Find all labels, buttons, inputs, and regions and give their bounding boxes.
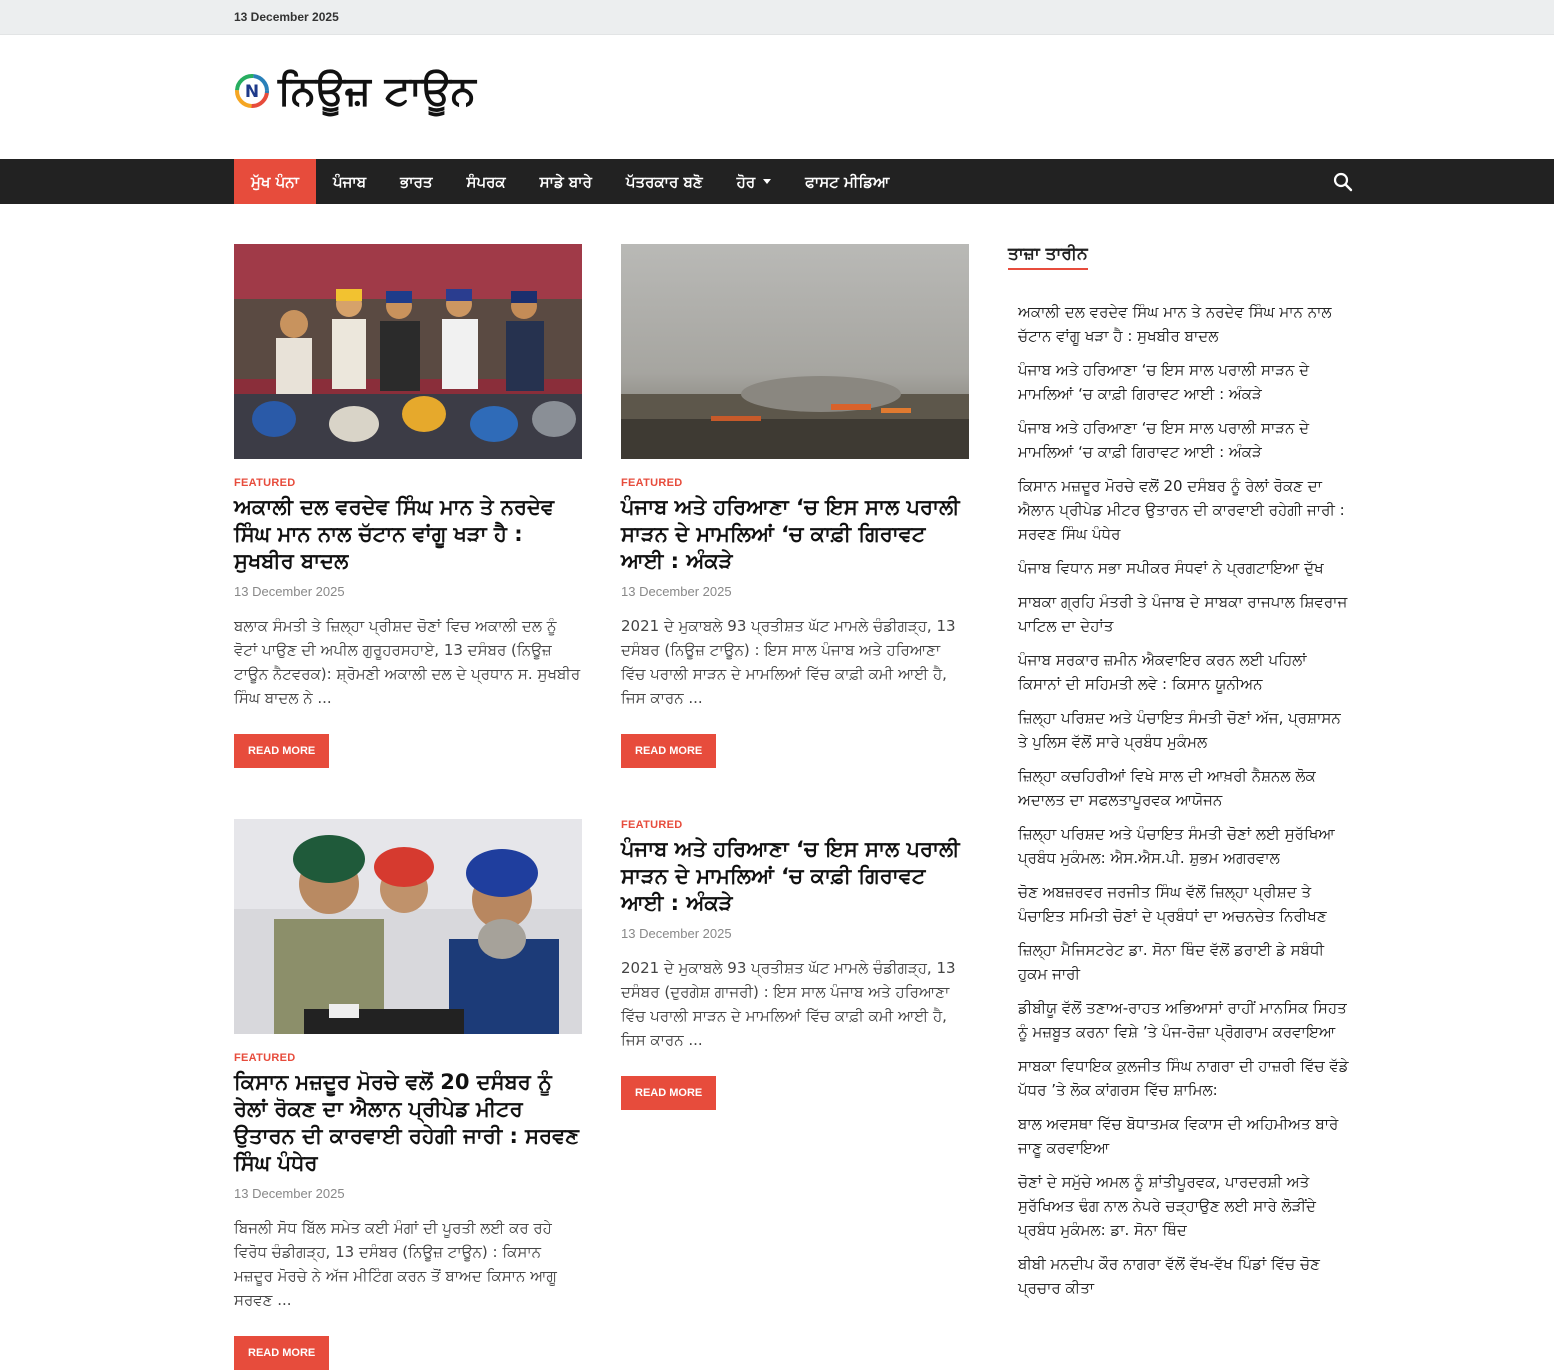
nav-item-4[interactable] (523, 159, 609, 204)
post-card (234, 819, 582, 1370)
list-item[interactable]: ਜ਼ਿਲ੍ਹਾ ਕਚਹਿਰੀਆਂ ਵਿਖੇ ਸਾਲ ਦੀ ਆਖ਼ਰੀ ਨੈਸ਼ਨਲ ਲੋਕ ਅਦਾਲਤ ਦਾ ਸਫਲਤਾਪੂਰਵਕ ਆਯੋਜਨ (1018, 767, 1316, 809)
list-item[interactable]: ਕਿਸਾਨ ਮਜ਼ਦੂਰ ਮੋਰਚੇ ਵਲੋਂ 20 ਦਸੰਬਰ ਨੂੰ ਰੇਲਾਂ ਰੋਕਣ ਦਾ ਐਲਾਨ ਪ੍ਰੀਪੇਡ ਮੀਟਰ ਉਤਾਰਨ ਦੀ ਕਾਰਵਾਈ ਰਹੇਗੀ ਜਾਰੀ : ਸਰਵਣ ਸਿੰਘ ਪੰਧੇਰ (1018, 477, 1345, 543)
logo-icon (234, 73, 270, 109)
post-date: 13 December 2025 (234, 584, 345, 599)
list-item[interactable]: ਚੋਣਾਂ ਦੇ ਸਮੁੱਚੇ ਅਮਲ ਨੂੰ ਸ਼ਾਂਤੀਪੂਰਵਕ, ਪਾਰਦਰਸ਼ੀ ਅਤੇ ਸੁਰੱਖਿਅਤ ਢੰਗ ਨਾਲ ਨੇਪਰੇ ਚੜ੍ਹਾਉਣ ਲਈ ਸਾਰੇ ਲੋੜੀਂਦੇ ਪ੍ਰਬੰਧ ਮੁਕੰਮਲ: ਡਾ. ਸੋਨਾ ਥਿੰਦ (1018, 1173, 1316, 1239)
list-item[interactable]: ਅਕਾਲੀ ਦਲ ਵਰਦੇਵ ਸਿੰਘ ਮਾਨ ਤੇ ਨਰਦੇਵ ਸਿੰਘ ਮਾਨ ਨਾਲ ਚੱਟਾਨ ਵਾਂਗੂ ਖੜਾ ਹੈ : ਸੁਖਬੀਰ ਬਾਦਲ (1018, 303, 1332, 345)
top-date: 13 December 2025 (234, 10, 339, 24)
svg-text:N: N (244, 82, 260, 102)
post-date: 13 December 2025 (234, 1186, 345, 1201)
list-item[interactable]: ਜ਼ਿਲ੍ਹਾ ਮੈਜਿਸਟਰੇਟ ਡਾ. ਸੋਨਾ ਥਿੰਦ ਵੱਲੋਂ ਡਰਾਈ ਡੇ ਸਬੰਧੀ ਹੁਕਮ ਜਾਰੀ (1018, 941, 1324, 983)
list-item[interactable]: ਜ਼ਿਲ੍ਹਾ ਪਰਿਸ਼ਦ ਅਤੇ ਪੰਚਾਇਤ ਸੰਮਤੀ ਚੋਣਾਂ ਲਈ ਸੁਰੱਖਿਆ ਪ੍ਰਬੰਧ ਮੁਕੰਮਲ: ਐਸ.ਐਸ.ਪੀ. ਸ਼ੁਭਮ ਅਗਰਵਾਲ (1018, 825, 1335, 867)
list-item[interactable]: ਪੰਜਾਬ ਵਿਧਾਨ ਸਭਾ ਸਪੀਕਰ ਸੰਧਵਾਂ ਨੇ ਪ੍ਰਗਟਾਇਆ ਦੁੱਖ (1018, 559, 1324, 577)
nav-item-label: ਫਾਸਟ ਮੀਡਿਆ (805, 172, 890, 191)
read-more-button[interactable]: READ MORE (234, 1336, 329, 1370)
nav-item-label: ਹੋਰ (736, 172, 756, 191)
post-thumbnail[interactable] (234, 244, 582, 459)
sidebar-latest (1008, 244, 1353, 1310)
read-more-button[interactable]: READ MORE (621, 734, 716, 768)
main-nav (0, 159, 1554, 204)
post-thumbnail[interactable] (234, 819, 582, 1034)
sidebar-title: ਤਾਜ਼ਾ ਤਾਰੀਨ (1008, 244, 1088, 270)
post-excerpt: 2021 ਦੇ ਮੁਕਾਬਲੇ 93 ਪ੍ਰਤੀਸ਼ਤ ਘੱਟ ਮਾਮਲੇ ਚੰਡੀਗੜ੍ਹ, 13 ਦਸੰਬਰ (ਨਿਊਜ਼ ਟਾਊਨ) : ਇਸ ਸਾਲ ਪੰਜਾਬ ਅਤੇ ਹਰਿਆਣਾ ਵਿੱਚ ਪਰਾਲੀ ਸਾੜਨ ਦੇ ਮਾਮਲਿਆਂ ਵਿੱਚ ਕਾਫ਼ੀ ਕਮੀ ਆਈ ਹੈ, ਜਿਸ ਕਾਰਨ ... (621, 617, 956, 707)
post-card (621, 244, 969, 768)
post-excerpt: 2021 ਦੇ ਮੁਕਾਬਲੇ 93 ਪ੍ਰਤੀਸ਼ਤ ਘੱਟ ਮਾਮਲੇ ਚੰਡੀਗੜ੍ਹ, 13 ਦਸੰਬਰ (ਦੁਰਗੇਸ਼ ਗਾਜਰੀ) : ਇਸ ਸਾਲ ਪੰਜਾਬ ਅਤੇ ਹਰਿਆਣਾ ਵਿੱਚ ਪਰਾਲੀ ਸਾੜਨ ਦੇ ਮਾਮਲਿਆਂ ਵਿੱਚ ਕਾਫ਼ੀ ਕਮੀ ਆਈ ਹੈ, ਜਿਸ ਕਾਰਨ ... (621, 959, 956, 1049)
latest-list (1008, 300, 1353, 1300)
post-date: 13 December 2025 (621, 584, 732, 599)
list-item[interactable]: ਚੋਣ ਅਬਜ਼ਰਵਰ ਜਰਜੀਤ ਸਿੰਘ ਵੱਲੋਂ ਜ਼ਿਲ੍ਹਾ ਪ੍ਰੀਸ਼ਦ ਤੇ ਪੰਚਾਇਤ ਸਮਿਤੀ ਚੋਣਾਂ ਦੇ ਪ੍ਰਬੰਧਾਂ ਦਾ ਅਚਨਚੇਤ ਨਿਰੀਖਣ (1018, 883, 1327, 925)
read-more-button[interactable]: READ MORE (621, 1076, 716, 1110)
nav-item-label: ਪੱਤਰਕਾਰ ਬਣੋ (625, 172, 703, 191)
read-more-button[interactable]: READ MORE (234, 734, 329, 768)
post-excerpt: ਬਲਾਕ ਸੰਮਤੀ ਤੇ ਜ਼ਿਲ੍ਹਾ ਪ੍ਰੀਸ਼ਦ ਚੋਣਾਂ ਵਿਚ ਅਕਾਲੀ ਦਲ ਨੂੰ ਵੋਟਾਂ ਪਾਉਣ ਦੀ ਅਪੀਲ ਗੁਰੂਹਰਸਹਾਏ, 13 ਦਸੰਬਰ (ਨਿਊਜ਼ ਟਾਊਨ ਨੈਟਵਰਕ): ਸ਼੍ਰੋਮਣੀ ਅਕਾਲੀ ਦਲ ਦੇ ਪ੍ਰਧਾਨ ਸ. ਸੁਖਬੀਰ ਸਿੰਘ ਬਾਦਲ ਨੇ ... (234, 617, 581, 707)
post-category[interactable]: FEATURED (621, 477, 683, 489)
nav-item-label: ਸਾਡੇ ਬਾਰੇ (539, 172, 592, 191)
nav-item-0[interactable] (234, 159, 316, 204)
list-item[interactable]: ਬੀਬੀ ਮਨਦੀਪ ਕੌਰ ਨਾਗਰਾ ਵੱਲੋਂ ਵੱਖ-ਵੱਖ ਪਿੰਡਾਂ ਵਿੱਚ ਚੋਣ ਪ੍ਰਚਾਰ ਕੀਤਾ (1018, 1255, 1320, 1297)
nav-item-7[interactable] (788, 159, 906, 204)
search-icon[interactable] (1332, 171, 1354, 193)
post-card (234, 244, 582, 768)
post-card (621, 819, 969, 1110)
list-item[interactable]: ਸਾਬਕਾ ਗ੍ਰਹਿ ਮੰਤਰੀ ਤੇ ਪੰਜਾਬ ਦੇ ਸਾਬਕਾ ਰਾਜਪਾਲ ਸ਼ਿਵਰਾਜ ਪਾਟਿਲ ਦਾ ਦੇਹਾਂਤ (1018, 593, 1348, 635)
list-item[interactable]: ਪੰਜਾਬ ਅਤੇ ਹਰਿਆਣਾ ‘ਚ ਇਸ ਸਾਲ ਪਰਾਲੀ ਸਾੜਨ ਦੇ ਮਾਮਲਿਆਂ ‘ਚ ਕਾਫ਼ੀ ਗਿਰਾਵਟ ਆਈ : ਅੰਕੜੇ (1018, 419, 1310, 461)
list-item[interactable]: ਪੰਜਾਬ ਅਤੇ ਹਰਿਆਣਾ ‘ਚ ਇਸ ਸਾਲ ਪਰਾਲੀ ਸਾੜਨ ਦੇ ਮਾਮਲਿਆਂ ‘ਚ ਕਾਫ਼ੀ ਗਿਰਾਵਟ ਆਈ : ਅੰਕੜੇ (1018, 361, 1310, 403)
nav-item-3[interactable] (449, 159, 522, 204)
nav-item-5[interactable] (609, 159, 720, 204)
list-item[interactable]: ਡੀਬੀਯੂ ਵੱਲੋਂ ਤਣਾਅ-ਰਾਹਤ ਅਭਿਆਸਾਂ ਰਾਹੀਂ ਮਾਨਸਿਕ ਸਿਹਤ ਨੂੰ ਮਜ਼ਬੂਤ ਕਰਨਾ ਵਿਸ਼ੇ ’ਤੇ ਪੰਜ-ਰੋਜ਼ਾ ਪ੍ਰੋਗਰਾਮ ਕਰਵਾਇਆ (1018, 999, 1347, 1041)
post-title[interactable]: ਪੰਜਾਬ ਅਤੇ ਹਰਿਆਣਾ ‘ਚ ਇਸ ਸਾਲ ਪਰਾਲੀ ਸਾੜਨ ਦੇ ਮਾਮਲਿਆਂ ‘ਚ ਕਾਫ਼ੀ ਗਿਰਾਵਟ ਆਈ : ਅੰਕੜੇ (621, 495, 960, 573)
post-excerpt: ਬਿਜਲੀ ਸੋਧ ਬਿੱਲ ਸਮੇਤ ਕਈ ਮੰਗਾਂ ਦੀ ਪੂਰਤੀ ਲਈ ਕਰ ਰਹੇ ਵਿਰੋਧ ਚੰਡੀਗੜ੍ਹ, 13 ਦਸੰਬਰ (ਨਿਊਜ਼ ਟਾਊਨ) : ਕਿਸਾਨ ਮਜ਼ਦੂਰ ਮੋਰਚੇ ਨੇ ਅੱਜ ਮੀਟਿੰਗ ਕਰਨ ਤੋਂ ਬਾਅਦ ਕਿਸਾਨ ਆਗੂ ਸਰਵਣ ... (234, 1219, 557, 1309)
top-bar (0, 0, 1554, 35)
post-title[interactable]: ਕਿਸਾਨ ਮਜ਼ਦੂਰ ਮੋਰਚੇ ਵਲੋਂ 20 ਦਸੰਬਰ ਨੂੰ ਰੇਲਾਂ ਰੋਕਣ ਦਾ ਐਲਾਨ ਪ੍ਰੀਪੇਡ ਮੀਟਰ ਉਤਾਰਨ ਦੀ ਕਾਰਵਾਈ ਰਹੇਗੀ ਜਾਰੀ : ਸਰਵਣ ਸਿੰਘ ਪੰਧੇਰ (234, 1070, 579, 1175)
nav-item-label: ਭਾਰਤ (400, 172, 433, 191)
post-thumbnail[interactable] (621, 244, 969, 459)
chevron-down-icon (763, 179, 771, 184)
post-category[interactable]: FEATURED (234, 477, 296, 489)
nav-item-label: ਸੰਪਰਕ (466, 172, 506, 191)
post-category[interactable]: FEATURED (621, 819, 683, 831)
site-logo[interactable] (234, 66, 476, 116)
list-item[interactable]: ਜ਼ਿਲ੍ਹਾ ਪਰਿਸ਼ਦ ਅਤੇ ਪੰਚਾਇਤ ਸੰਮਤੀ ਚੋਣਾਂ ਅੱਜ, ਪ੍ਰਸ਼ਾਸਨ ਤੇ ਪੁਲਿਸ ਵੱਲੋਂ ਸਾਰੇ ਪ੍ਰਬੰਧ ਮੁਕੰਮਲ (1018, 709, 1341, 751)
nav-item-2[interactable] (383, 159, 449, 204)
list-item[interactable]: ਪੰਜਾਬ ਸਰਕਾਰ ਜ਼ਮੀਨ ਐਕਵਾਇਰ ਕਰਨ ਲਈ ਪਹਿਲਾਂ ਕਿਸਾਨਾਂ ਦੀ ਸਹਿਮਤੀ ਲਵੇ : ਕਿਸਾਨ ਯੂਨੀਅਨ (1018, 651, 1307, 693)
list-item[interactable]: ਸਾਬਕਾ ਵਿਧਾਇਕ ਕੁਲਜੀਤ ਸਿੰਘ ਨਾਗਰਾ ਦੀ ਹਾਜ਼ਰੀ ਵਿੱਚ ਵੱਡੇ ਪੱਧਰ ’ਤੇ ਲੋਕ ਕਾਂਗਰਸ ਵਿੱਚ ਸ਼ਾਮਿਲ: (1018, 1057, 1349, 1099)
nav-item-6[interactable] (720, 159, 789, 204)
post-date: 13 December 2025 (621, 926, 732, 941)
post-title[interactable]: ਪੰਜਾਬ ਅਤੇ ਹਰਿਆਣਾ ‘ਚ ਇਸ ਸਾਲ ਪਰਾਲੀ ਸਾੜਨ ਦੇ ਮਾਮਲਿਆਂ ‘ਚ ਕਾਫ਼ੀ ਗਿਰਾਵਟ ਆਈ : ਅੰਕੜੇ (621, 837, 960, 915)
site-title: ਨਿਊਜ਼ ਟਾਊਨ (278, 68, 476, 114)
list-item[interactable]: ਬਾਲ ਅਵਸਥਾ ਵਿੱਚ ਬੋਧਾਤਮਕ ਵਿਕਾਸ ਦੀ ਅਹਿਮੀਅਤ ਬਾਰੇ ਜਾਣੂ ਕਰਵਾਇਆ (1018, 1115, 1339, 1157)
post-title[interactable]: ਅਕਾਲੀ ਦਲ ਵਰਦੇਵ ਸਿੰਘ ਮਾਨ ਤੇ ਨਰਦੇਵ ਸਿੰਘ ਮਾਨ ਨਾਲ ਚੱਟਾਨ ਵਾਂਗੂ ਖੜਾ ਹੈ : ਸੁਖਬੀਰ ਬਾਦਲ (234, 495, 555, 573)
nav-item-label: ਮੁੱਖ ਪੰਨਾ (251, 172, 299, 191)
nav-item-label: ਪੰਜਾਬ (332, 172, 367, 191)
post-category[interactable]: FEATURED (234, 1052, 296, 1064)
nav-item-1[interactable] (316, 159, 383, 204)
